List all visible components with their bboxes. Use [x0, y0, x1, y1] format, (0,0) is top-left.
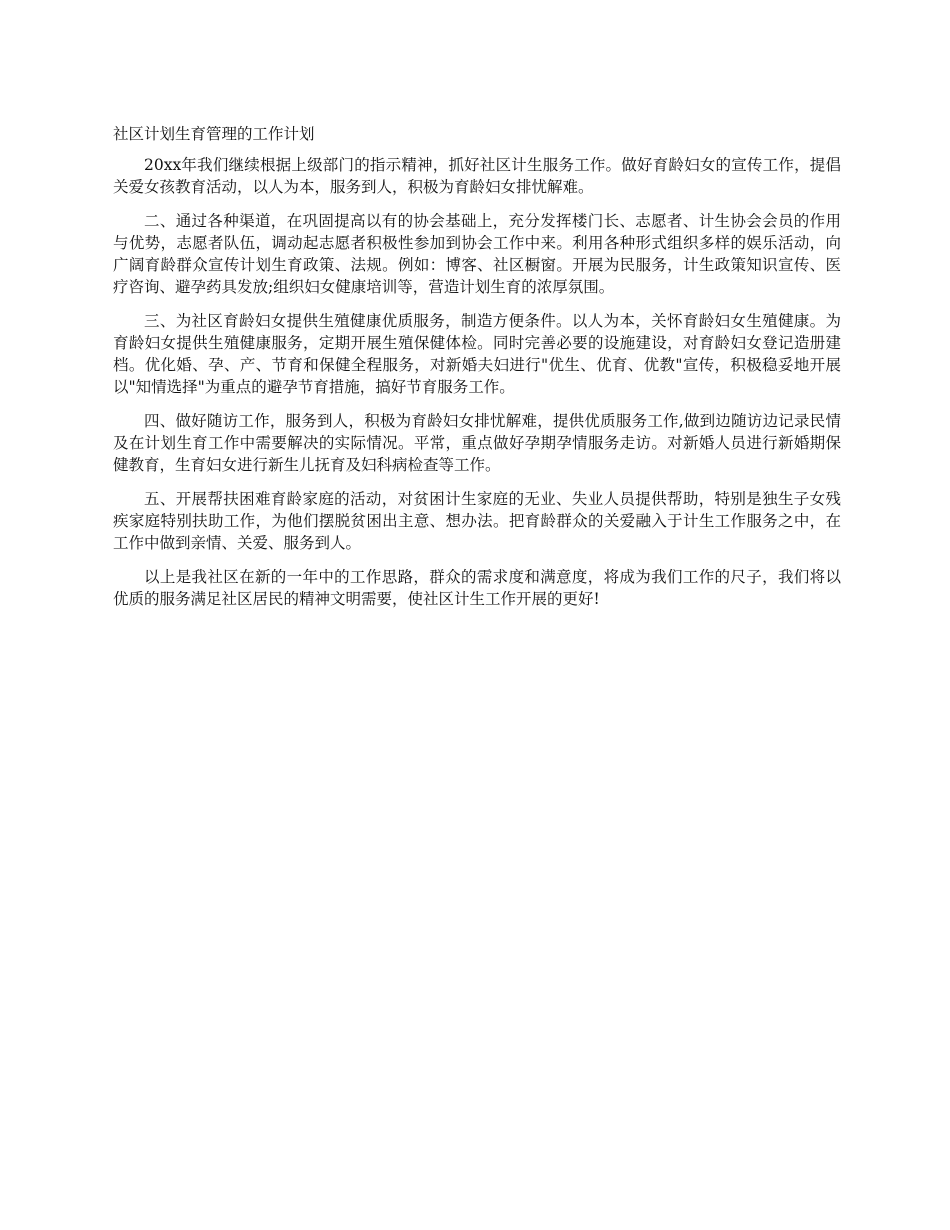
document-title: 社区计划生育管理的工作计划 [113, 125, 315, 143]
paragraph-section-3: 三、为社区育龄妇女提供生殖健康优质服务，制造方便条件。以人为本，关怀育龄妇女生殖健康。为育龄妇女提供生殖健康服务，定期开展生殖保健体检。同时完善必要的设施建设，对育龄妇女登记造册建档。优化婚、孕、产、节育和保健全程服务，对新婚夫妇进行"优生、优育、优教"宣传，积极稳妥地开展以"知情选择"为重点的避孕节育措施，搞好节育服务工作。 [113, 312, 841, 396]
document-body [113, 123, 841, 622]
paragraph-section-5: 五、开展帮扶困难育龄家庭的活动，对贫困计生家庭的无业、失业人员提供帮助，特别是独生子女残疾家庭特别扶助工作，为他们摆脱贫困出主意、想办法。把育龄群众的关爱融入于计生工作服务之中，在工作中做到亲情、关爱、服务到人。 [113, 490, 841, 552]
paragraph-section-2: 二、通过各种渠道，在巩固提高以有的协会基础上，充分发挥楼门长、志愿者、计生协会会员的作用与优势，志愿者队伍，调动起志愿者积极性参加到协会工作中来。利用各种形式组织多样的娱乐活动，向广阔育龄群众宣传计划生育政策、法规。例如：博客、社区橱窗。开展为民服务，计生政策知识宣传、医疗咨询、避孕药具发放;组织妇女健康培训等，营造计划生育的浓厚氛围。 [113, 212, 841, 296]
paragraph-conclusion: 以上是我社区在新的一年中的工作思路，群众的需求度和满意度，将成为我们工作的尺子，我们将以优质的服务满足社区居民的精神文明需要，使社区计生工作开展的更好! [113, 568, 841, 608]
paragraph-section-4: 四、做好随访工作，服务到人，积极为育龄妇女排忧解难，提供优质服务工作,做到边随访边记录民情及在计划生育工作中需要解决的实际情况。平常，重点做好孕期孕情服务走访。对新婚人员进行新婚期保健教育，生育妇女进行新生儿抚育及妇科病检查等工作。 [113, 412, 841, 474]
paragraph-intro: 20xx年我们继续根据上级部门的指示精神，抓好社区计生服务工作。做好育龄妇女的宣传工作，提倡关爱女孩教育活动，以人为本，服务到人，积极为育龄妇女排忧解难。 [113, 156, 841, 196]
